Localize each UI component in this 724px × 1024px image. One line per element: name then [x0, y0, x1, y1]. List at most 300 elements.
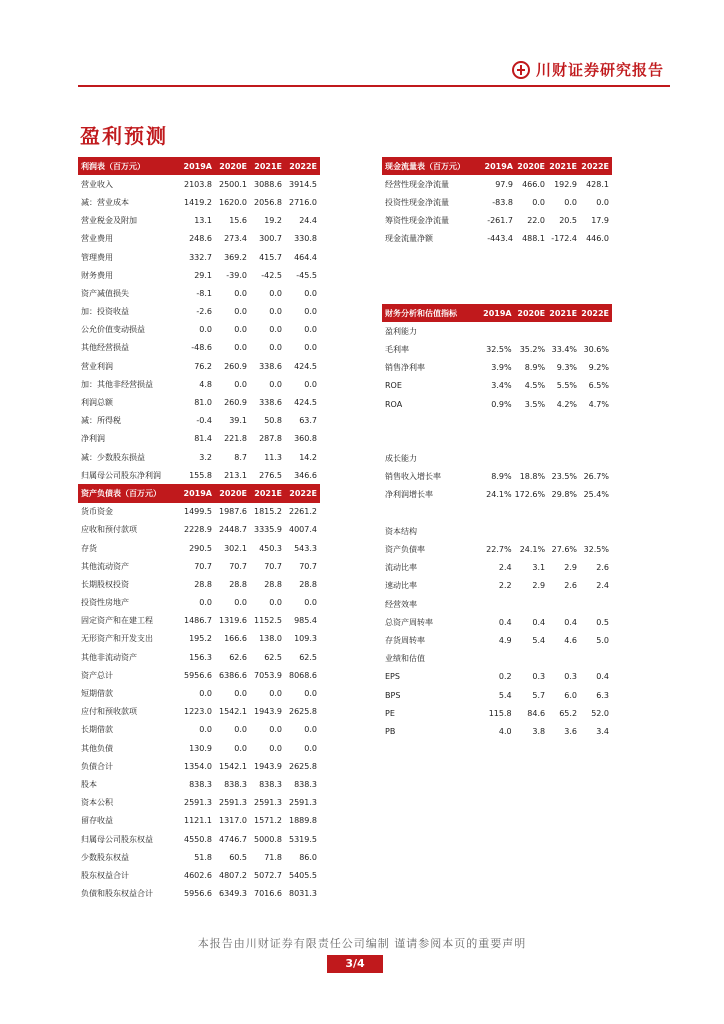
row-label: [382, 431, 483, 449]
cell-value: 330.8: [294, 234, 317, 244]
cell-value: [548, 504, 580, 522]
cell-value: 155.8: [189, 470, 212, 480]
cell-value: 70.7: [264, 561, 282, 571]
cell-value: [548, 431, 580, 449]
cell-value: [483, 322, 515, 340]
cell-value: 0.0: [304, 598, 317, 608]
cell-value: [483, 650, 515, 668]
cell-value: 260.9: [224, 361, 247, 371]
cell-value: 2591.3: [219, 798, 247, 808]
cell-value: 0.0: [532, 197, 545, 207]
cell-value: 70.7: [229, 561, 247, 571]
cell-value: [515, 522, 549, 540]
cell-value: [548, 450, 580, 468]
cell-value: 84.6: [527, 708, 546, 718]
cell-value: 22.7%: [486, 545, 512, 555]
cell-value: 20.5: [559, 216, 577, 226]
cell-value: 2261.2: [289, 507, 317, 517]
row-label: 经营性现金净流量: [385, 179, 449, 189]
cell-value: 0.0: [269, 343, 282, 353]
cell-value: 65.2: [559, 708, 578, 718]
cell-value: 76.2: [194, 361, 212, 371]
cell-value: 0.2: [498, 672, 512, 682]
row-label: 利润总额: [81, 398, 113, 408]
cashflow-header-row: [382, 157, 612, 175]
cell-value: [548, 413, 580, 431]
year-header: 2020E: [516, 157, 548, 175]
cashflow-header-label: 现金流量表（百万元）: [382, 157, 484, 175]
cell-value: 1542.1: [219, 707, 247, 717]
cell-value: 450.3: [259, 543, 282, 553]
year-header: 2022E: [580, 304, 612, 322]
cell-value: 2500.1: [219, 179, 247, 189]
cell-value: 0.9%: [491, 399, 512, 409]
table-row: [78, 612, 320, 630]
cell-value: 6349.3: [219, 889, 247, 899]
cell-value: 8.9%: [491, 472, 512, 482]
cell-value: 2228.9: [184, 525, 212, 535]
table-row: [382, 395, 612, 413]
cell-value: 24.1%: [486, 490, 512, 500]
table-row: [78, 885, 320, 903]
cell-value: 27.6%: [551, 545, 578, 555]
cell-value: 172.6%: [514, 490, 546, 500]
year-header: 2021E: [250, 484, 285, 502]
cell-value: 543.3: [294, 543, 317, 553]
cell-value: [483, 504, 515, 522]
cell-value: 2.6: [596, 563, 609, 573]
chuancai-logo-icon: [512, 61, 530, 79]
cell-value: 0.0: [234, 725, 247, 735]
cell-value: 0.5: [596, 617, 609, 627]
table-row: [78, 775, 320, 793]
cell-value: -8.1: [196, 288, 212, 298]
cell-value: 6386.6: [219, 670, 247, 680]
table-row: [382, 722, 612, 740]
cell-value: 0.0: [269, 288, 282, 298]
cell-value: 3.2: [199, 452, 212, 462]
row-label: 现金流量净额: [385, 234, 433, 244]
cell-value: [580, 413, 612, 431]
table-row: [78, 412, 320, 430]
table-row: [78, 321, 320, 339]
cell-value: 1419.2: [184, 197, 212, 207]
cell-value: 4.6: [564, 635, 578, 645]
cell-value: 424.5: [294, 361, 317, 371]
table-row: [382, 377, 612, 395]
row-label: 长期借款: [81, 725, 113, 735]
cell-value: 4007.4: [289, 525, 317, 535]
cell-value: -2.6: [196, 307, 212, 317]
table-row: [78, 193, 320, 211]
cell-value: 9.2%: [588, 363, 609, 373]
cell-value: 0.0: [199, 598, 212, 608]
cell-value: 5.4: [532, 635, 546, 645]
cell-value: 1354.0: [184, 761, 212, 771]
cell-value: 70.7: [299, 561, 317, 571]
cell-value: 276.5: [259, 470, 282, 480]
row-label: 业绩和估值: [385, 654, 425, 664]
cell-value: 2.9: [564, 563, 578, 573]
cell-value: 1620.0: [219, 197, 247, 207]
income-balance-table: [78, 157, 320, 903]
year-header: 2022E: [285, 484, 320, 502]
table-row: [382, 704, 612, 722]
table-row: [382, 431, 612, 449]
cell-value: 5.5%: [556, 381, 578, 391]
cell-value: 0.0: [304, 307, 317, 317]
cell-value: 0.0: [304, 325, 317, 335]
cell-value: 3335.9: [254, 525, 282, 535]
cell-value: 464.4: [294, 252, 317, 262]
table-row: [382, 413, 612, 431]
cell-value: 1152.5: [254, 616, 282, 626]
cell-value: 2448.7: [219, 525, 247, 535]
row-label: 毛利率: [385, 344, 409, 354]
cell-value: [483, 595, 515, 613]
cell-value: [580, 504, 612, 522]
row-label: EPS: [385, 672, 400, 682]
page-title: 盈利预测: [80, 124, 168, 148]
row-label: 总资产周转率: [385, 617, 433, 627]
cell-value: 115.8: [488, 708, 512, 718]
cell-value: 4.8: [199, 379, 212, 389]
row-label: 盈利能力: [385, 326, 417, 336]
cell-value: 32.5%: [486, 344, 512, 354]
cell-value: 0.0: [199, 725, 212, 735]
row-label: 营业利润: [81, 361, 113, 371]
row-label: 固定资产和在建工程: [81, 616, 153, 626]
cell-value: [483, 450, 515, 468]
cell-value: 5319.5: [289, 834, 317, 844]
cell-value: [580, 650, 612, 668]
row-label: 净利润: [81, 434, 105, 444]
row-label: 营业收入: [81, 179, 113, 189]
cell-value: 0.0: [234, 598, 247, 608]
table-row: [78, 503, 320, 521]
cell-value: 360.8: [294, 434, 317, 444]
cell-value: 7053.9: [254, 670, 282, 680]
cell-value: 5072.7: [254, 870, 282, 880]
page-number: 3/4: [327, 955, 383, 973]
cell-value: 221.8: [224, 434, 247, 444]
cell-value: [548, 595, 580, 613]
row-label: 应付和预收款项: [81, 707, 137, 717]
cell-value: 52.0: [591, 708, 609, 718]
cell-value: 0.0: [234, 343, 247, 353]
cell-value: 9.3%: [556, 363, 578, 373]
table-row: [382, 450, 612, 468]
cell-value: [580, 431, 612, 449]
row-label: 资产负债率: [385, 545, 425, 555]
cell-value: 290.5: [189, 543, 212, 553]
cell-value: 15.6: [229, 216, 247, 226]
cell-value: 0.0: [234, 689, 247, 699]
cell-value: 50.8: [264, 416, 282, 426]
cell-value: 4.7%: [588, 399, 609, 409]
row-label: 营业费用: [81, 234, 113, 244]
table-row: [78, 266, 320, 284]
cell-value: 0.3: [564, 672, 578, 682]
cell-value: 0.0: [304, 288, 317, 298]
table-row: [78, 539, 320, 557]
table-row: [382, 650, 612, 668]
cell-value: 1815.2: [254, 507, 282, 517]
table-row: [382, 230, 612, 248]
cell-value: 17.9: [591, 216, 609, 226]
row-label: 存货: [81, 543, 97, 553]
table-row: [78, 648, 320, 666]
cell-value: 81.0: [194, 398, 212, 408]
cell-value: 86.0: [299, 852, 317, 862]
cell-value: 14.2: [299, 452, 317, 462]
cell-value: 19.2: [264, 216, 282, 226]
cell-value: 3914.5: [289, 179, 317, 189]
cell-value: 3.4: [596, 726, 609, 736]
cashflow-table: [382, 157, 612, 248]
table-row: [78, 666, 320, 684]
row-label: 筹资性现金净流量: [385, 216, 449, 226]
cell-value: [580, 450, 612, 468]
balance-header-label: 资产负债表（百万元）: [78, 484, 180, 502]
cell-value: 6.5%: [588, 381, 609, 391]
cell-value: 2625.8: [289, 761, 317, 771]
cell-value: 0.0: [269, 307, 282, 317]
cell-value: 369.2: [224, 252, 247, 262]
row-label: 财务费用: [81, 270, 113, 280]
table-row: [382, 686, 612, 704]
row-label: 营业税金及附加: [81, 216, 137, 226]
cell-value: 0.0: [269, 598, 282, 608]
cell-value: 51.8: [194, 852, 212, 862]
cell-value: 1571.2: [254, 816, 282, 826]
income-header-label: 利润表（百万元）: [78, 157, 180, 175]
year-header: 2019A: [180, 157, 215, 175]
cell-value: 302.1: [224, 543, 247, 553]
cell-value: 4.5%: [524, 381, 546, 391]
cell-value: 0.0: [269, 325, 282, 335]
cell-value: [515, 450, 549, 468]
cell-value: 1486.7: [184, 616, 212, 626]
cell-value: 2625.8: [289, 707, 317, 717]
cell-value: 1121.1: [184, 816, 212, 826]
cell-value: 28.8: [229, 579, 247, 589]
cell-value: 1542.1: [219, 761, 247, 771]
row-label: 成长能力: [385, 454, 417, 464]
year-header: 2020E: [215, 157, 250, 175]
row-label: 资产减值损失: [81, 288, 129, 298]
year-header: 2021E: [250, 157, 285, 175]
cell-value: 30.6%: [583, 344, 609, 354]
cell-value: -45.5: [296, 270, 317, 280]
cell-value: [515, 322, 549, 340]
cell-value: [548, 322, 580, 340]
cell-value: 97.9: [495, 179, 513, 189]
cell-value: 28.8: [264, 579, 282, 589]
row-label: PB: [385, 726, 396, 736]
cell-value: 0.0: [304, 379, 317, 389]
cell-value: 985.4: [294, 616, 317, 626]
cell-value: 346.6: [294, 470, 317, 480]
cell-value: 0.0: [199, 325, 212, 335]
cell-value: 248.6: [189, 234, 212, 244]
table-row: [382, 504, 612, 522]
cell-value: 0.0: [234, 379, 247, 389]
row-label: 长期股权投资: [81, 579, 129, 589]
cell-value: 0.0: [304, 689, 317, 699]
cell-value: -261.7: [487, 216, 513, 226]
year-header: 2021E: [548, 157, 580, 175]
row-label: 短期借款: [81, 689, 113, 699]
cell-value: 838.3: [224, 779, 247, 789]
table-row: [78, 466, 320, 484]
cell-value: [548, 650, 580, 668]
cell-value: 29.1: [194, 270, 212, 280]
cell-value: 11.3: [264, 452, 282, 462]
table-row: [382, 212, 612, 230]
cell-value: 3.6: [564, 726, 578, 736]
cell-value: 0.4: [532, 617, 546, 627]
cell-value: 446.0: [586, 234, 609, 244]
table-row: [382, 322, 612, 340]
cell-value: 62.5: [299, 652, 317, 662]
cell-value: 838.3: [189, 779, 212, 789]
row-label: 其他负债: [81, 743, 113, 753]
row-label: PE: [385, 708, 395, 718]
cell-value: 0.0: [304, 743, 317, 753]
row-label: 股东权益合计: [81, 870, 129, 880]
cell-value: 2.4: [498, 563, 512, 573]
cell-value: 2.4: [596, 581, 609, 591]
cell-value: [580, 522, 612, 540]
cell-value: 5956.6: [184, 889, 212, 899]
row-label: 减：少数股东损益: [81, 452, 145, 462]
cell-value: 838.3: [294, 779, 317, 789]
cell-value: 0.0: [304, 343, 317, 353]
cell-value: [580, 322, 612, 340]
table-row: [78, 430, 320, 448]
header-rule: [78, 85, 670, 87]
cell-value: 24.4: [299, 216, 317, 226]
cell-value: 3.9%: [491, 363, 512, 373]
cell-value: 5.0: [596, 635, 609, 645]
table-row: [78, 521, 320, 539]
balance-header-row: [78, 484, 320, 502]
table-row: [78, 175, 320, 193]
cell-value: 338.6: [259, 361, 282, 371]
footer-disclaimer: 本报告由川财证券有限责任公司编制 谨请参阅本页的重要声明: [197, 937, 527, 950]
row-label: 归属母公司股东净利润: [81, 470, 161, 480]
cell-value: 428.1: [586, 179, 609, 189]
cell-value: 195.2: [189, 634, 212, 644]
cell-value: 70.7: [194, 561, 212, 571]
year-header: 2019A: [483, 304, 515, 322]
cell-value: 8.9%: [524, 363, 546, 373]
cell-value: 4550.8: [184, 834, 212, 844]
cell-value: 71.8: [264, 852, 282, 862]
cell-value: 424.5: [294, 398, 317, 408]
row-label: 资产总计: [81, 670, 113, 680]
cell-value: 81.4: [194, 434, 212, 444]
cell-value: -443.4: [487, 234, 513, 244]
table-row: [382, 468, 612, 486]
row-label: 其他经营损益: [81, 343, 129, 353]
year-header: 2019A: [180, 484, 215, 502]
table-row: [382, 668, 612, 686]
table-row: [78, 812, 320, 830]
cell-value: 466.0: [522, 179, 545, 189]
table-row: [78, 448, 320, 466]
table-row: [78, 339, 320, 357]
cell-value: 5000.8: [254, 834, 282, 844]
row-label: 加：投资收益: [81, 307, 129, 317]
cell-value: 13.1: [194, 216, 212, 226]
row-label: 减：所得税: [81, 416, 121, 426]
cell-value: 4.2%: [556, 399, 578, 409]
cell-value: 0.0: [304, 725, 317, 735]
cell-value: 2591.3: [289, 798, 317, 808]
row-label: 减：营业成本: [81, 197, 129, 207]
cell-value: 1987.6: [219, 507, 247, 517]
cell-value: 2103.8: [184, 179, 212, 189]
table-row: [78, 230, 320, 248]
table-row: [78, 575, 320, 593]
table-row: [78, 248, 320, 266]
cell-value: 1499.5: [184, 507, 212, 517]
table-row: [382, 193, 612, 211]
table-row: [78, 212, 320, 230]
cell-value: 4746.7: [219, 834, 247, 844]
cell-value: 0.0: [269, 743, 282, 753]
cell-value: 25.4%: [583, 490, 609, 500]
cell-value: [548, 522, 580, 540]
cell-value: 1317.0: [219, 816, 247, 826]
row-label: 销售收入增长率: [385, 472, 441, 482]
table-row: [78, 703, 320, 721]
cell-value: 0.0: [199, 689, 212, 699]
cell-value: [483, 431, 515, 449]
cell-value: 0.0: [596, 197, 609, 207]
row-label: ROA: [385, 399, 403, 409]
table-row: [78, 557, 320, 575]
cell-value: 4.9: [498, 635, 512, 645]
cell-value: 156.3: [189, 652, 212, 662]
cell-value: 35.2%: [519, 344, 546, 354]
cell-value: -39.0: [226, 270, 247, 280]
cell-value: 260.9: [224, 398, 247, 408]
cell-value: 8.7: [234, 452, 247, 462]
cell-value: 1319.6: [219, 616, 247, 626]
row-label: 资本公积: [81, 798, 113, 808]
table-row: [78, 794, 320, 812]
cell-value: 8031.3: [289, 889, 317, 899]
cell-value: 273.4: [224, 234, 247, 244]
cell-value: 166.6: [224, 634, 247, 644]
row-label: BPS: [385, 690, 401, 700]
cell-value: 0.4: [564, 617, 578, 627]
cell-value: 23.5%: [551, 472, 578, 482]
row-label: 净利润增长率: [385, 490, 433, 500]
table-row: [78, 830, 320, 848]
cell-value: 2.9: [532, 581, 546, 591]
cell-value: 2.2: [498, 581, 512, 591]
cell-value: 0.4: [498, 617, 512, 627]
cell-value: 5405.5: [289, 870, 317, 880]
cell-value: [483, 522, 515, 540]
cell-value: 29.8%: [551, 490, 578, 500]
cell-value: 1223.0: [184, 707, 212, 717]
brand: [512, 59, 664, 80]
